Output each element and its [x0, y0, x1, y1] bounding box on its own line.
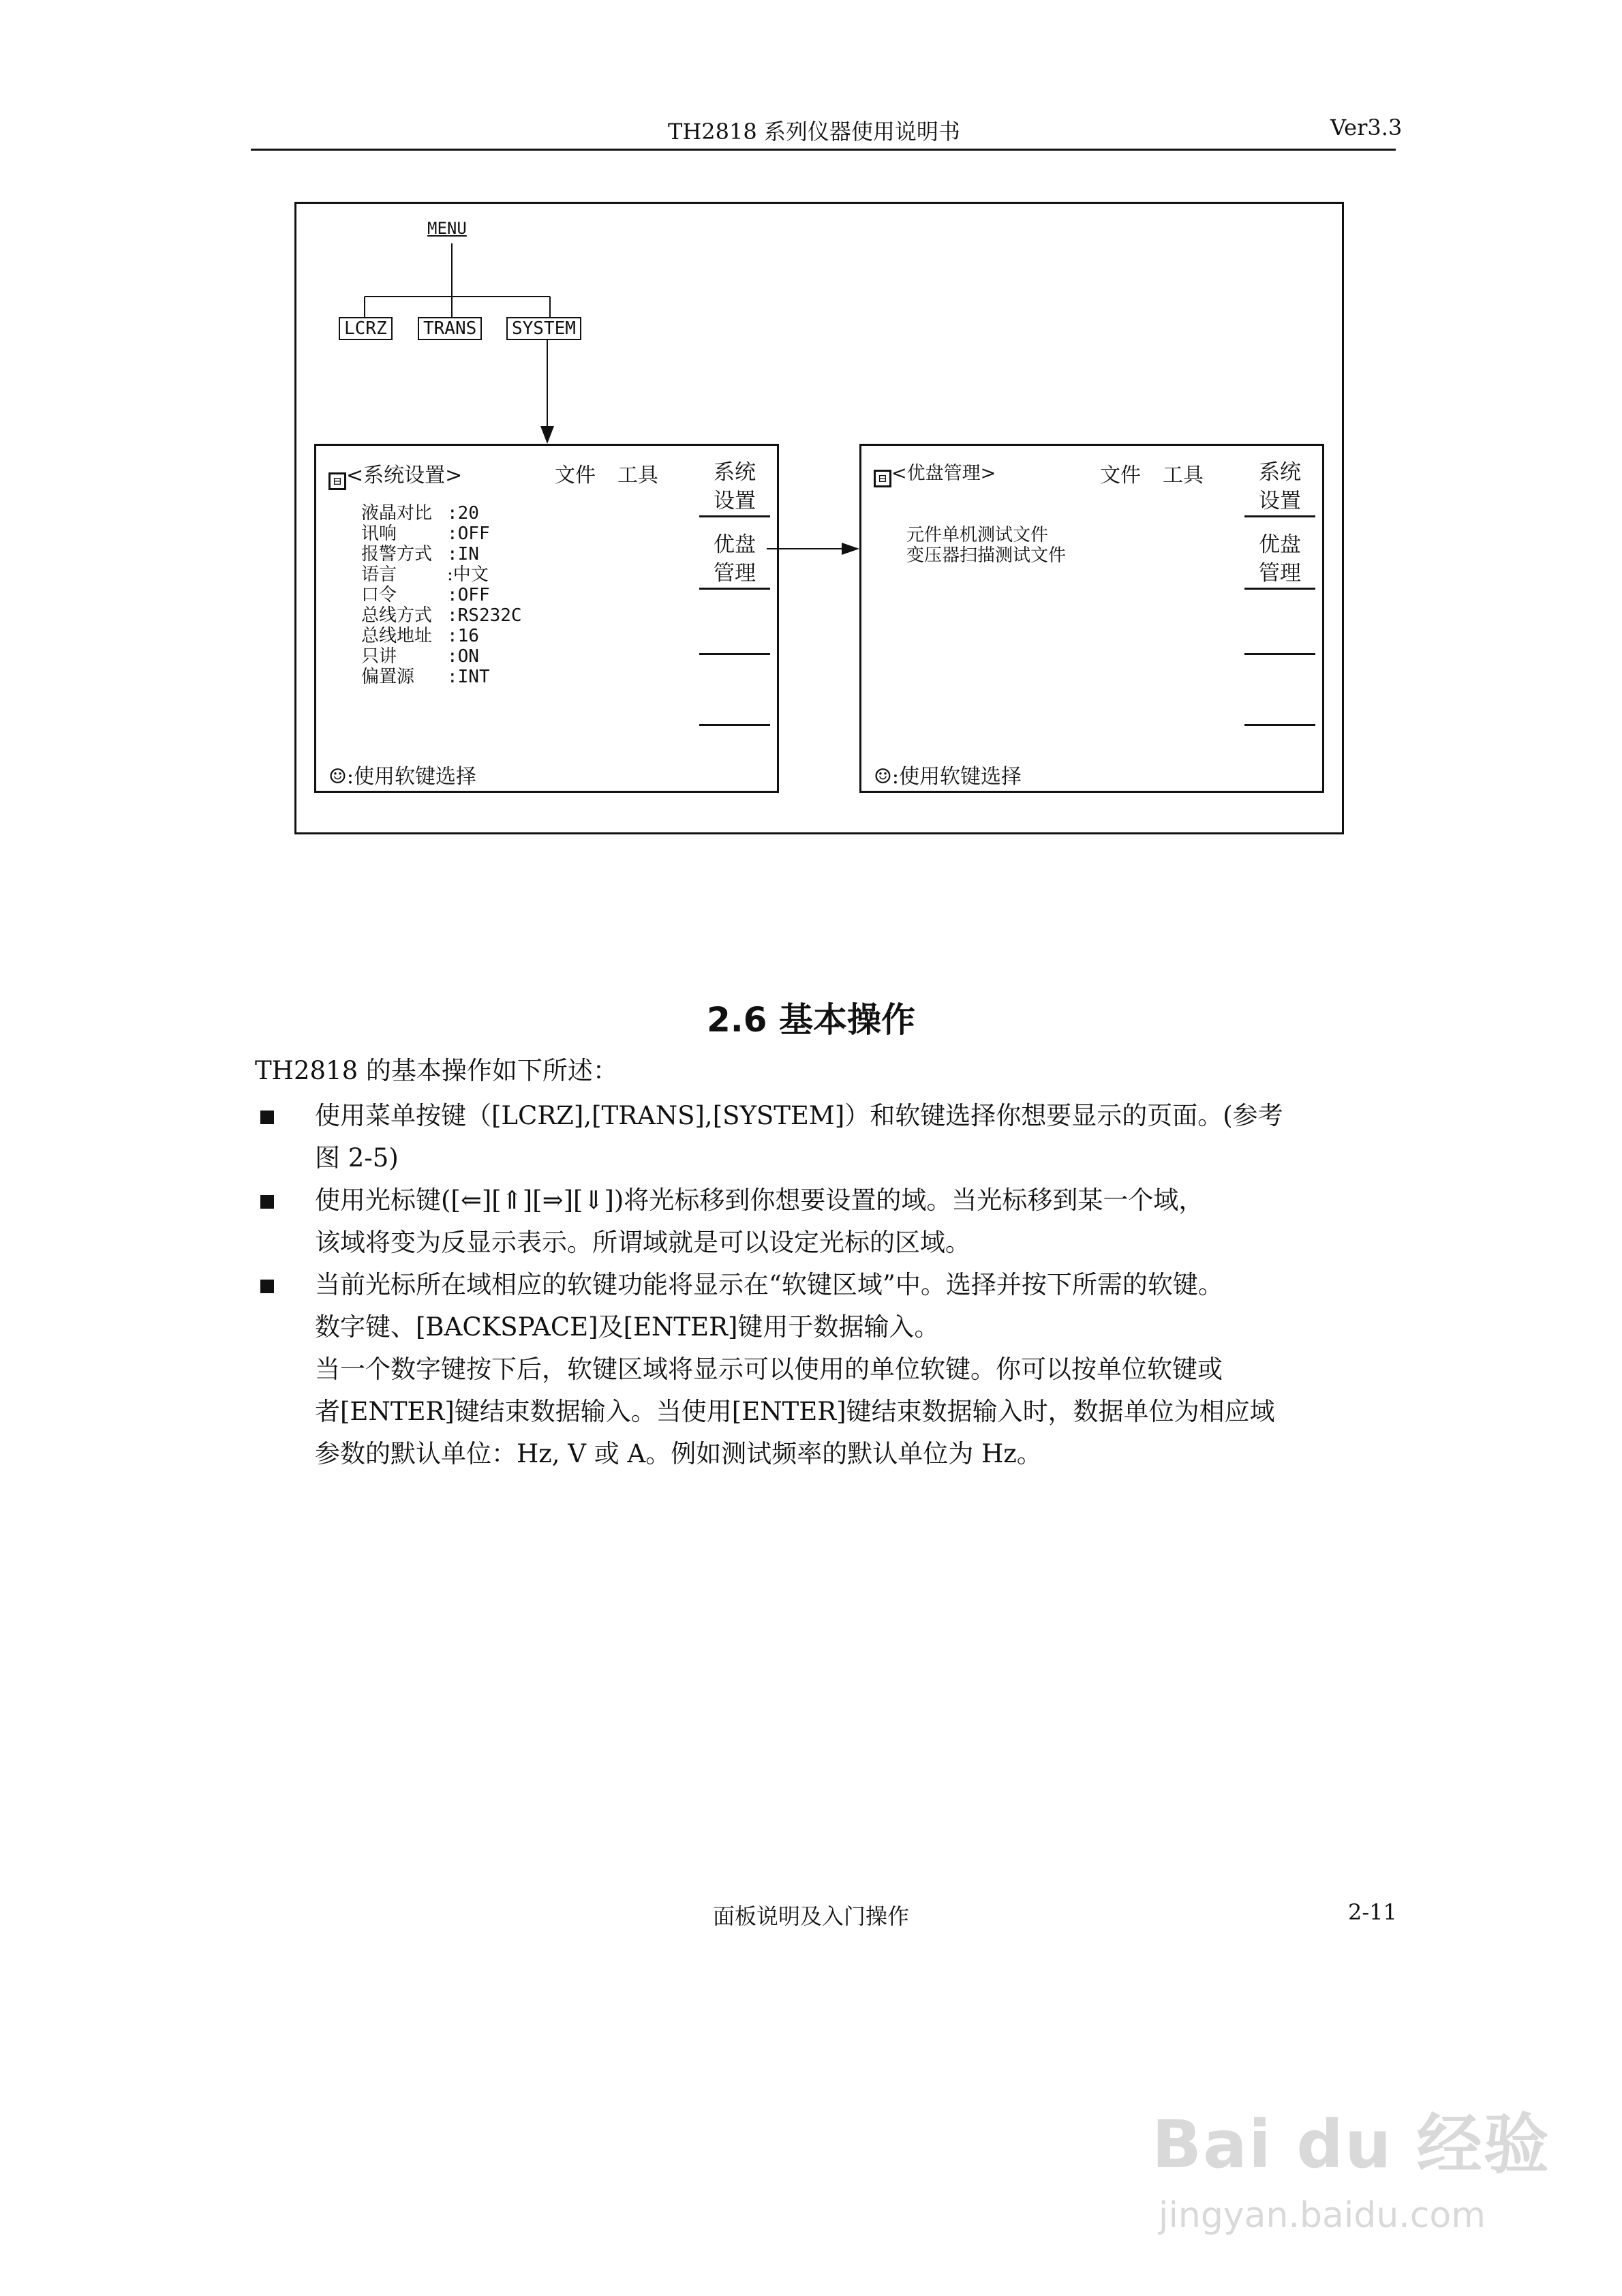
bullet-marker	[260, 1195, 274, 1209]
softkey-usb-manage[interactable]: 优盘 管理	[1244, 530, 1315, 590]
menu-file[interactable]: 文件	[1100, 464, 1141, 487]
menu-label: MENU	[427, 219, 467, 238]
key-trans[interactable]: TRANS	[418, 317, 482, 340]
softkey-empty[interactable]	[1244, 653, 1315, 655]
smiley-icon: ☺	[328, 765, 347, 789]
softkey-system-settings[interactable]: 系统 设置	[1244, 458, 1315, 517]
status-text: :使用软键选择	[346, 765, 477, 789]
softkey-system-settings[interactable]: 系统 设置	[699, 458, 770, 517]
footer-chapter: 面板说明及入门操作	[713, 1903, 910, 1929]
status-text: :使用软键选择	[891, 765, 1022, 789]
key-lcrz[interactable]: LCRZ	[339, 317, 393, 340]
screen-title: <系统设置>	[346, 464, 463, 487]
file-item[interactable]: 元件单机测试文件	[906, 525, 1049, 545]
param-row[interactable]: 报警方式 :IN	[361, 544, 479, 564]
diagram-frame	[294, 202, 1344, 834]
header-title: TH2818 系列仪器使用说明书	[668, 119, 960, 145]
key-system[interactable]: SYSTEM	[506, 317, 581, 340]
softkey-empty[interactable]	[699, 653, 770, 655]
param-row[interactable]: 讯响 :OFF	[361, 524, 490, 544]
menu-tools[interactable]: 工具	[617, 464, 658, 487]
usb-manage-screen	[859, 444, 1324, 793]
bullet-item-menu-keys: 使用菜单按键（[LCRZ],[TRANS],[SYSTEM]）和软键选择你想要显示的页面。(参考 图 2-5)	[315, 1101, 1283, 1173]
screen-title: <优盘管理>	[891, 463, 996, 484]
file-list	[906, 525, 1066, 566]
menu-tools[interactable]: 工具	[1163, 464, 1204, 487]
system-settings-screen	[314, 444, 779, 793]
screen-logo-icon: ⊟	[328, 472, 346, 490]
param-row[interactable]: 语言 :中文	[361, 564, 489, 585]
menu-file[interactable]: 文件	[555, 464, 596, 487]
softkey-empty[interactable]	[1244, 724, 1315, 726]
bullet-marker	[260, 1111, 274, 1124]
watermark-logo: Bai du 经验	[1152, 2106, 1550, 2183]
footer-page-number: 2-11	[1348, 1899, 1397, 1925]
param-row[interactable]: 总线方式 :RS232C	[361, 605, 522, 626]
watermark-url: jingyan.baidu.com	[1159, 2195, 1486, 2236]
param-row[interactable]: 只讲 :ON	[361, 646, 479, 667]
param-row[interactable]: 偏置源 :INT	[361, 667, 490, 687]
section-title: 2.6 基本操作	[707, 1000, 915, 1040]
header-version: Ver3.3	[1330, 115, 1403, 140]
bullet-marker	[260, 1280, 274, 1293]
file-item[interactable]: 变压器扫描测试文件	[906, 545, 1067, 566]
param-row[interactable]: 总线地址 :16	[361, 626, 479, 646]
screen-logo-icon: ⊟	[874, 470, 891, 487]
softkey-empty[interactable]	[699, 724, 770, 726]
param-row[interactable]: 液晶对比 :20	[361, 503, 479, 524]
smiley-icon: ☺	[874, 765, 892, 789]
param-row[interactable]: 口令 :OFF	[361, 585, 490, 605]
bullet-item-cursor-keys: 使用光标键([⇐][⇑][⇒][⇓])将光标移到你想要设置的域。当光标移到某一个域， 该域将变为反显示表示。所谓域就是可以设定光标的区域。	[315, 1185, 1204, 1257]
bullet-item-softkeys: 当前光标所在域相应的软键功能将显示在“软键区域”中。选择并按下所需的软键。 数字键、[BACKSPACE]及[ENTER]键用于数据输入。 当一个数字键按下后，软键区域将显示可以使用的单位软键。你可以按单位软键或 者[ENTER]键结束数据输入。当使用[ENTER]键结束数据输入时，数据单位为相应域 参数的默认单位：Hz, V 或 A。例如测试频率的默认单位为 Hz。	[315, 1270, 1275, 1468]
softkey-usb-manage[interactable]: 优盘 管理	[699, 530, 770, 590]
header-rule	[251, 149, 1396, 151]
param-list	[361, 503, 522, 687]
section-intro: TH2818 的基本操作如下所述：	[255, 1056, 618, 1085]
